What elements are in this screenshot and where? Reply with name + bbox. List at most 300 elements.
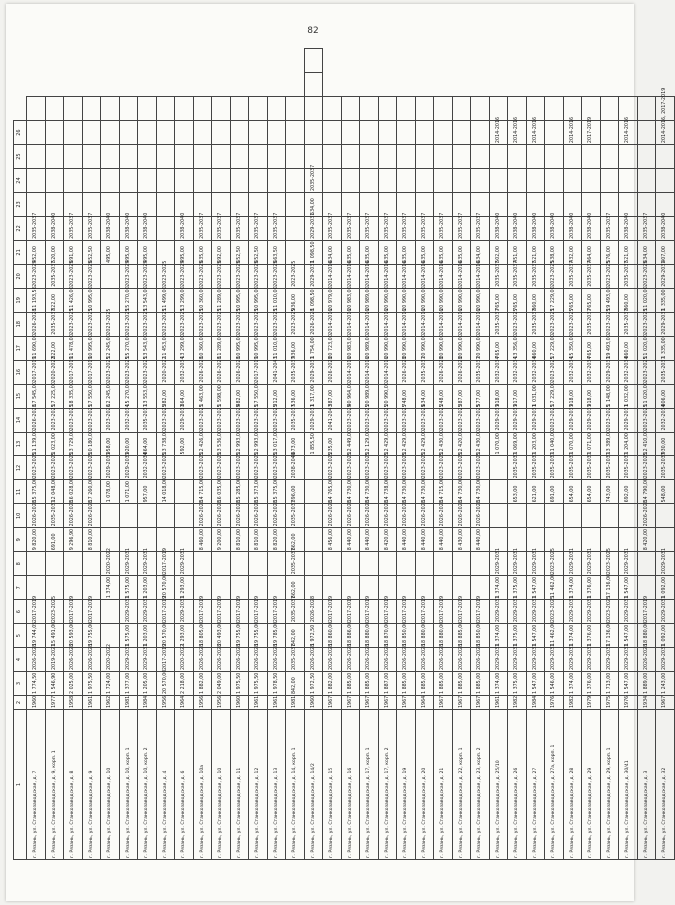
table-cell: 2035-2037 [434, 216, 453, 240]
table-cell: 1 885,00 [452, 672, 471, 696]
table-row [563, 49, 582, 860]
table-cell [434, 552, 453, 576]
address-cell: г. Рязань, ул. Станкозаводская, д. 19 [397, 710, 416, 860]
table-cell [64, 552, 83, 576]
table-cell: 2029-2031 [138, 552, 157, 576]
table-cell [360, 97, 379, 121]
table-cell [230, 552, 249, 576]
table-cell: 2023-2025 [156, 264, 175, 288]
table-cell: 2017-2019 [64, 600, 83, 624]
table-cell: 1 885,00 [397, 672, 416, 696]
table-cell: 19 744,05 [27, 624, 46, 648]
table-cell: 8 460,00 [193, 528, 212, 552]
table-cell: 2035-2037 [471, 360, 490, 384]
table-cell: 19 785,00 [267, 624, 286, 648]
year-cell: 1967 [360, 696, 379, 710]
table-cell: 20 493,00 [212, 624, 231, 648]
table-cell: 2023-2025 [508, 312, 527, 336]
table-cell: 2020-2022 [101, 648, 120, 672]
table-cell: 2035-2037 [526, 456, 545, 480]
table-cell: 2014-2016 [341, 360, 360, 384]
table-row [64, 49, 83, 860]
address-cell: г. Рязань, ул. Станкозаводская, д. 9, корп. 1 [45, 710, 64, 860]
table-cell: 2032-2034 [656, 408, 675, 432]
table-cell: 2026-2028 [304, 648, 323, 672]
table-cell: 842,00 [286, 624, 305, 648]
table-cell [304, 121, 323, 145]
table-cell: 8 440,00 [360, 528, 379, 552]
table-cell: 2023-2025 [230, 408, 249, 432]
table-cell: 1 713,00 [600, 672, 619, 696]
table-cell [156, 145, 175, 169]
table-cell: 765,00 [489, 336, 508, 360]
table-cell [378, 169, 397, 193]
table-cell: 2023-2025 [434, 408, 453, 432]
table-cell: 2023-2025 [156, 312, 175, 336]
table-cell [249, 97, 268, 121]
table-cell [471, 552, 490, 576]
table-cell: 2023-2025 [138, 312, 157, 336]
table-cell: 20 593,00 [64, 624, 83, 648]
table-cell [286, 121, 305, 145]
table-cell: 765,00 [582, 288, 601, 312]
table-cell: 2023-2025 [600, 312, 619, 336]
year-cell: 1982 [563, 696, 582, 710]
table-cell: 14 730,00 [397, 480, 416, 504]
table-cell [508, 145, 527, 169]
table-cell: 2029-2031 [175, 552, 194, 576]
column-header: 13 [14, 432, 27, 456]
table-cell: 2035-2037 [489, 264, 508, 288]
table-cell: 1 978,50 [267, 672, 286, 696]
table-cell: 14 730,00 [452, 480, 471, 504]
table-cell: 20 990,00 [452, 288, 471, 312]
year-cell: 1984 [526, 696, 545, 710]
table-cell: 2020-2022 [45, 360, 64, 384]
table-cell: 12 410,00 [637, 432, 656, 456]
table-cell: 2029-2031 [119, 600, 138, 624]
table-cell: 691,00 [545, 480, 564, 504]
table-cell [286, 169, 305, 193]
table-cell: 2035-2037 [138, 408, 157, 432]
table-row [193, 49, 212, 860]
column-header: 5 [14, 624, 27, 648]
table-cell: 1 092,00 [656, 576, 675, 600]
table-cell: 8 820,00 [267, 528, 286, 552]
table-cell: 2017-2019 [582, 121, 601, 145]
table-cell [286, 216, 305, 240]
table-cell: 2014-2016 [434, 312, 453, 336]
table-cell: 2038-2040 [175, 216, 194, 240]
table-cell: 1 376,00 [582, 576, 601, 600]
table-cell [545, 145, 564, 169]
table-cell: 8 420,00 [378, 528, 397, 552]
table-cell [156, 169, 175, 193]
table-cell [304, 49, 323, 73]
table-cell: 536,00 [286, 384, 305, 408]
table-cell: 11 193,56 [27, 288, 46, 312]
table-cell [489, 169, 508, 193]
table-cell: 2023-2025 [341, 456, 360, 480]
table-cell: 1 203,00 [526, 432, 545, 456]
table-cell: 15 491,00 [45, 624, 64, 648]
table-cell [600, 97, 619, 121]
year-cell: 1967 [656, 696, 675, 710]
table-cell [323, 97, 342, 121]
table-cell [64, 97, 83, 121]
table-cell [175, 456, 194, 480]
table-cell: 576,00 [600, 240, 619, 264]
table-cell: 862,00 [286, 576, 305, 600]
table-cell: 2020-2022 [156, 360, 175, 384]
table-cell [101, 504, 120, 528]
table-cell: 12 449,00 [341, 432, 360, 456]
table-cell: 2023-2025 [101, 312, 120, 336]
rotated-table-container [13, 48, 668, 860]
address-cell: г. Рязань, ул. Станкозаводская, д. 10 [212, 710, 231, 860]
table-row [267, 49, 286, 860]
table-cell: 2026-2028 [397, 504, 416, 528]
table-cell: 2023-2025 [267, 312, 286, 336]
table-cell [138, 145, 157, 169]
table-cell: 918,00 [489, 384, 508, 408]
table-cell: 2023-2025 [545, 552, 564, 576]
table-cell: 2038-2040 [286, 456, 305, 480]
table-cell: 2029-2031 [563, 600, 582, 624]
table-cell: 12 430,00 [471, 432, 490, 456]
table-cell: 1 885,00 [471, 672, 490, 696]
year-cell: 1967 [323, 696, 342, 710]
table-row [249, 49, 268, 860]
table-cell [471, 145, 490, 169]
column-header: 10 [14, 504, 27, 528]
table-cell [397, 169, 416, 193]
table-cell [415, 97, 434, 121]
table-cell: 12 129,00 [360, 432, 379, 456]
table-cell: 2026-2028 [212, 648, 231, 672]
table-cell: 2023-2025 [471, 408, 490, 432]
table-cell: 2035-2037 [341, 216, 360, 240]
table-cell [434, 145, 453, 169]
table-cell: 2017-2019 [156, 552, 175, 576]
table-cell [249, 145, 268, 169]
table-cell [545, 97, 564, 121]
table-cell: 2029-2031 [175, 600, 194, 624]
table-cell: 806,00 [656, 384, 675, 408]
table-row [212, 49, 231, 860]
table-cell: 765,00 [582, 336, 601, 360]
table-cell [119, 504, 138, 528]
table-cell: 2026-2028 [452, 648, 471, 672]
table-cell: 20 983,00 [341, 336, 360, 360]
table-row [600, 49, 619, 860]
table-cell: 2017-2019 [64, 360, 83, 384]
table-cell: 18 880,00 [415, 624, 434, 648]
table-cell: 2023-2025 [138, 360, 157, 384]
table-cell: 520,00 [45, 240, 64, 264]
table-cell: 634,00 [323, 240, 342, 264]
table-cell: 2035-2037 [45, 264, 64, 288]
table-cell: 2035-2037 [563, 264, 582, 288]
table-cell [434, 169, 453, 193]
table-cell: 2023-2025 [545, 600, 564, 624]
table-cell [212, 145, 231, 169]
address-cell: г. Рязань, ул. Станкозаводская, д. 14/2 [304, 710, 323, 860]
table-cell: 2023-2025 [212, 264, 231, 288]
table-cell: 2029-2031 [526, 600, 545, 624]
table-cell: 13 299,00 [175, 288, 194, 312]
table-cell: 20 990,00 [397, 288, 416, 312]
table-cell: 14 730,00 [341, 480, 360, 504]
table-cell: 11 020,00 [637, 288, 656, 312]
table-cell: 12 993,00 [249, 432, 268, 456]
table-cell: 1 882,00 [193, 672, 212, 696]
table-cell [600, 145, 619, 169]
table-cell: 13 536,00 [212, 432, 231, 456]
year-cell: 1981 [119, 696, 138, 710]
table-cell: 20 990,00 [378, 336, 397, 360]
table-cell [119, 169, 138, 193]
table-cell: 17 260,00 [82, 480, 101, 504]
table-cell [489, 480, 508, 504]
table-cell: 9 820,00 [27, 528, 46, 552]
table-cell: 2017-2019 [212, 600, 231, 624]
table-cell [323, 121, 342, 145]
table-cell: 17 136,00 [600, 576, 619, 600]
table-cell: 2029-2031 [656, 600, 675, 624]
table-cell: 11 478,00 [64, 336, 83, 360]
table-cell [397, 121, 416, 145]
table-cell: 2023-2025 [267, 264, 286, 288]
table-cell: 2023-2025 [230, 312, 249, 336]
table-cell: 2029-2031 [489, 600, 508, 624]
table-cell: 654,00 [563, 480, 582, 504]
table-cell [619, 504, 638, 528]
table-cell: 13 299,00 [175, 336, 194, 360]
table-cell [27, 121, 46, 145]
table-cell: 2026-2028 [323, 648, 342, 672]
table-cell: 635,00 [341, 240, 360, 264]
table-cell: 2038-2040 [138, 216, 157, 240]
table-cell: 2035-2037 [471, 216, 490, 240]
table-cell: 8 810,00 [82, 528, 101, 552]
table-cell: 2029-2031 [656, 648, 675, 672]
table-cell: 635,00 [193, 240, 212, 264]
table-cell: 13 356,00 [508, 336, 527, 360]
table-cell [156, 504, 175, 528]
table-cell: 2026-2028 [637, 504, 656, 528]
address-cell: г. Рязань, ул. Станкозаводская, д. 32 [656, 710, 675, 860]
table-cell: 2017-2019 [267, 600, 286, 624]
table-cell [119, 97, 138, 121]
table-cell: 18 885,00 [452, 624, 471, 648]
table-row [101, 49, 120, 860]
table-cell: 918,00 [563, 384, 582, 408]
table-cell: 2023-2025 [341, 408, 360, 432]
table-cell: 2023-2025 [600, 600, 619, 624]
table-cell: 2023-2025 [360, 408, 379, 432]
table-cell [434, 97, 453, 121]
table-cell [101, 169, 120, 193]
year-cell: 1981 [286, 696, 305, 710]
table-cell [378, 97, 397, 121]
table-cell: 930,00 [656, 432, 675, 456]
address-cell: г. Рязань, ул. Станкозаводская, д. 27а, корп. 1 [545, 710, 564, 860]
table-cell: 2035-2037 [415, 360, 434, 384]
table-cell: 10 995,00 [82, 336, 101, 360]
table-body [27, 49, 675, 860]
table-cell: 1 069,00 [508, 432, 527, 456]
year-cell: 1958 [64, 696, 83, 710]
table-cell: 2035-2037 [249, 216, 268, 240]
table-cell [27, 97, 46, 121]
table-cell: 1 754,00 [304, 336, 323, 360]
table-cell: 8 440,00 [471, 528, 490, 552]
table-cell: 635,00 [397, 240, 416, 264]
address-cell: г. Рязань, ул. Станкозаводская, д. 10, корп. 1 [119, 710, 138, 860]
table-cell [249, 552, 268, 576]
address-cell: г. Рязань, ул. Станкозаводская, д. 22, корп. 1 [452, 710, 471, 860]
table-cell: 12 245,00 [101, 336, 120, 360]
table-row [434, 49, 453, 860]
table-header-row [14, 49, 27, 860]
table-cell [397, 97, 416, 121]
column-header: 11 [14, 480, 27, 504]
table-cell: 2023-2025 [600, 264, 619, 288]
table-cell: 387,00 [452, 384, 471, 408]
table-cell: 2041-2043 [323, 408, 342, 432]
table-row [471, 49, 490, 860]
table-cell [600, 121, 619, 145]
table-cell [175, 169, 194, 193]
table-cell [304, 480, 323, 504]
table-cell [304, 504, 323, 528]
table-cell: 1 547,00 [619, 624, 638, 648]
column-header: 21 [14, 240, 27, 264]
table-cell: 9 296,90 [64, 528, 83, 552]
table-cell: 2029-2031 [526, 648, 545, 672]
table-cell: 11 020,00 [637, 336, 656, 360]
table-cell: 10 995,00 [249, 336, 268, 360]
year-cell: 1982 [508, 696, 527, 710]
table-cell [378, 552, 397, 576]
table-cell: 2029-2031 [489, 408, 508, 432]
table-cell: 13 389,00 [600, 432, 619, 456]
table-cell [489, 456, 508, 480]
table-cell [27, 552, 46, 576]
address-cell: г. Рязань, ул. Станкозаводская, д. 10, корп. 2 [138, 710, 157, 860]
table-cell: 2023-2025 [286, 312, 305, 336]
year-cell: 1934 [637, 696, 656, 710]
table-cell [230, 121, 249, 145]
table-cell [378, 145, 397, 169]
table-cell: 1 575,00 [119, 576, 138, 600]
table-cell: 958,00 [101, 432, 120, 456]
table-cell: 495,00 [175, 240, 194, 264]
table-cell: 2023-2025 [175, 312, 194, 336]
table-cell: 382,00 [156, 384, 175, 408]
table-cell [286, 145, 305, 169]
table-cell [286, 192, 305, 216]
table-cell: 663,50 [267, 240, 286, 264]
table-cell [582, 169, 601, 193]
table-cell: 1 972,50 [304, 624, 323, 648]
table-cell: 2038-2040 [582, 216, 601, 240]
column-header: 7 [14, 576, 27, 600]
table-cell: 14 715,00 [434, 480, 453, 504]
table-cell: 2032-2034 [619, 360, 638, 384]
year-cell: 1976 [545, 696, 564, 710]
table-cell [304, 456, 323, 480]
column-header: 18 [14, 312, 27, 336]
address-cell: г. Рязань, ул. Станкозаводская, д. 27 [526, 710, 545, 860]
table-cell: 2029-2031 [600, 360, 619, 384]
table-cell [193, 145, 212, 169]
table-cell [156, 121, 175, 145]
table-cell: 2035-2037 [600, 456, 619, 480]
table-cell: 10 995,00 [230, 336, 249, 360]
address-cell: г. Рязань, ул. Станкозаводская, д. 30/41 [619, 710, 638, 860]
column-header: 25 [14, 145, 27, 169]
table-cell [360, 145, 379, 169]
table-cell: 2014-2016 [397, 312, 416, 336]
table-cell [267, 97, 286, 121]
table-cell [452, 121, 471, 145]
table-cell: 15 350,00 [563, 336, 582, 360]
table-cell: 16 028,00 [64, 480, 83, 504]
table-cell: 2029-2031 [656, 312, 675, 336]
table-cell [45, 145, 64, 169]
table-cell: 2029-2031 [582, 648, 601, 672]
table-cell: 548,00 [656, 480, 675, 504]
table-cell: 2017-2019 [249, 600, 268, 624]
table-cell: 2023-2026 [101, 408, 120, 432]
table-cell: 2026-2028 [360, 504, 379, 528]
table-cell: 17 229,00 [545, 288, 564, 312]
table-cell: 936,00 [286, 288, 305, 312]
table-cell: 2023-2025 [82, 312, 101, 336]
year-cell: 1960 [304, 696, 323, 710]
year-cell: 1967 [471, 696, 490, 710]
table-cell: 2035-2037 [82, 216, 101, 240]
table-cell: 495,00 [138, 240, 157, 264]
year-cell: 1961 [267, 696, 286, 710]
table-cell: 2029-2031 [489, 648, 508, 672]
table-cell [249, 121, 268, 145]
table-cell: 2035-2037 [637, 216, 656, 240]
table-cell: 864,00 [138, 432, 157, 456]
table-cell [341, 169, 360, 193]
table-cell: 2026-2028 [415, 648, 434, 672]
table-cell: 743,00 [600, 480, 619, 504]
table-cell: 2026-2028 [193, 360, 212, 384]
table-cell: 2014-2016 [489, 121, 508, 145]
table-cell: 2035-2037 [45, 504, 64, 528]
table-cell: 1 203,00 [138, 576, 157, 600]
table-cell: 1 885,00 [434, 672, 453, 696]
year-cell: 1977 [45, 696, 64, 710]
table-cell: 13 017,00 [267, 432, 286, 456]
table-cell: 1 882,00 [323, 672, 342, 696]
table-cell: 957,00 [138, 480, 157, 504]
table-cell: 2035-2037 [193, 216, 212, 240]
table-cell: 2023-2025 [119, 360, 138, 384]
table-cell: 495,00 [119, 240, 138, 264]
table-cell [323, 169, 342, 193]
column-header: 12 [14, 456, 27, 480]
table-cell: 2026-2028 [323, 504, 342, 528]
table-cell: 2035-2037 [378, 216, 397, 240]
